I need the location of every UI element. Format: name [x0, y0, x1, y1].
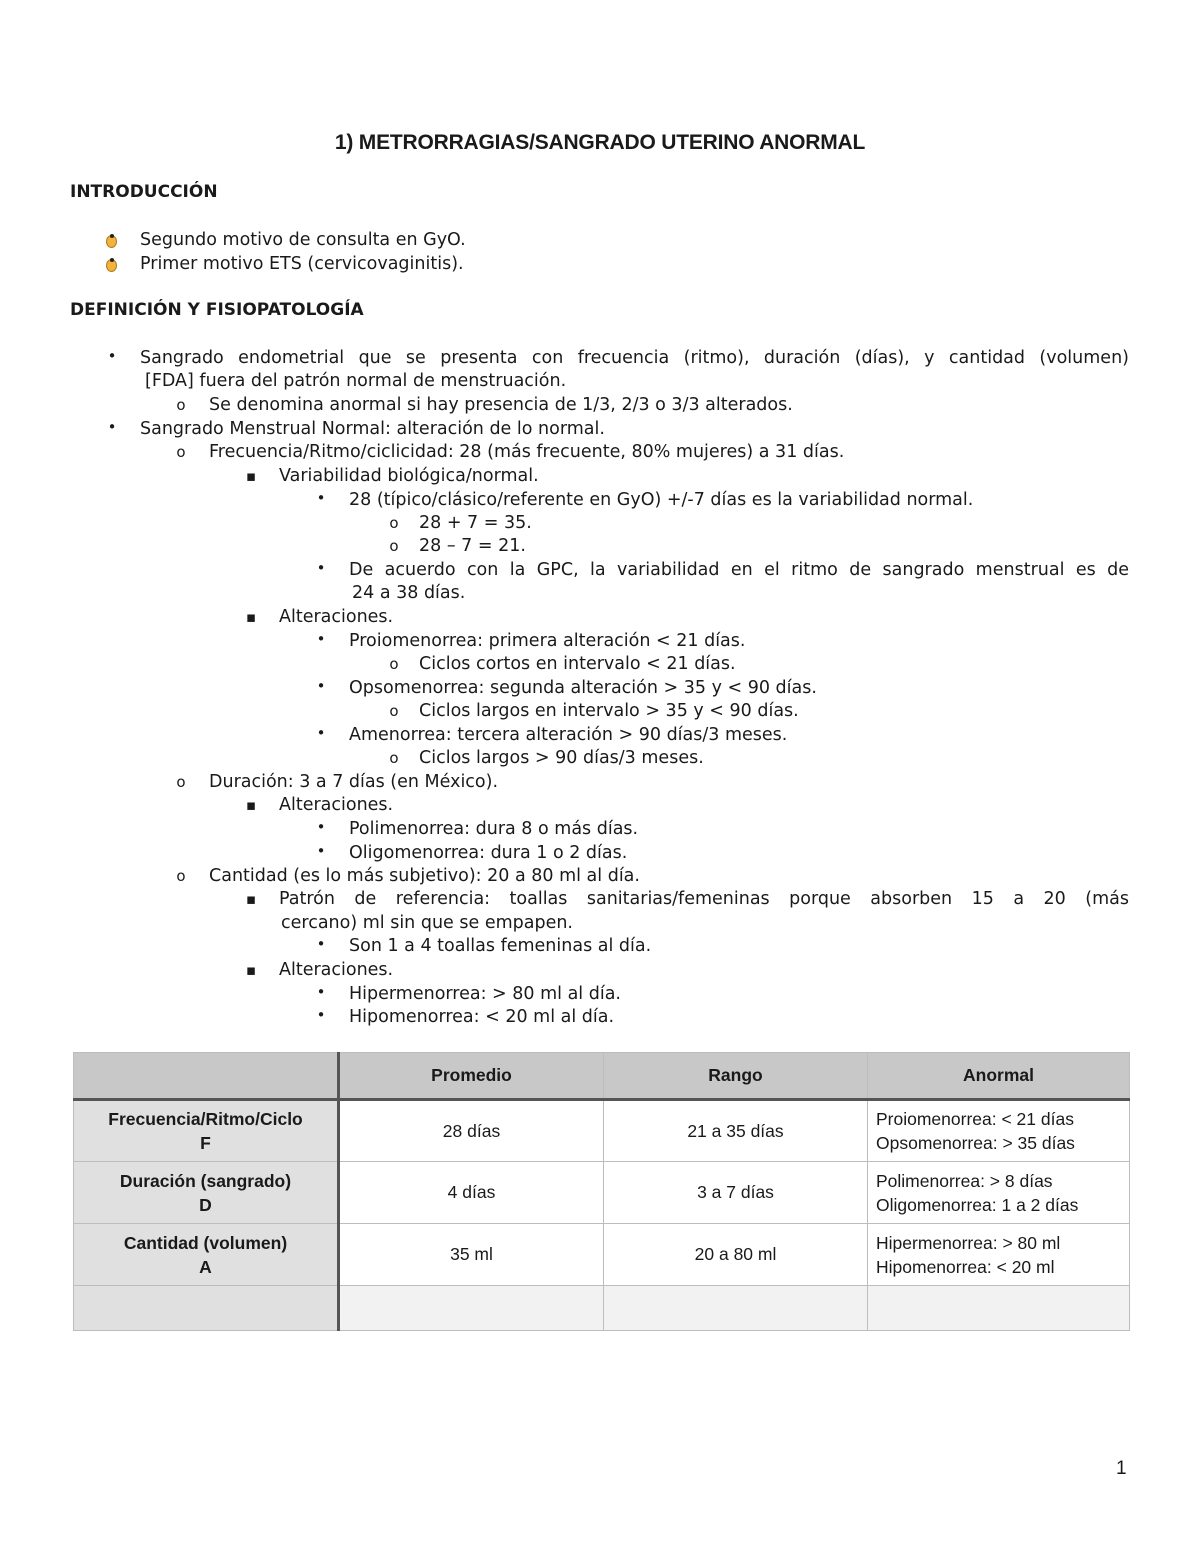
circle-bullet-icon: o — [389, 514, 399, 532]
definition-text: 28 – 7 = 21. — [419, 536, 526, 556]
bullet-icon: • — [316, 489, 326, 507]
definition-text: 28 + 7 = 35. — [419, 513, 532, 533]
table-row — [74, 1224, 1130, 1286]
empty-cell — [74, 1286, 339, 1331]
row-label-cell — [74, 1224, 339, 1286]
row-letter: D — [199, 1194, 212, 1215]
circle-bullet-icon: o — [176, 396, 186, 414]
circle-bullet-icon: o — [389, 702, 399, 720]
comparison-table — [73, 1052, 1130, 1331]
anormal-line: Opsomenorrea: > 35 días — [876, 1133, 1075, 1153]
anormal-line: Hipomenorrea: < 20 ml — [876, 1256, 1055, 1277]
promedio-cell: 35 ml — [339, 1224, 604, 1286]
table-row-empty — [74, 1286, 1130, 1331]
definition-text: Alteraciones. — [279, 960, 394, 980]
definition-text: Variabilidad biológica/normal. — [279, 466, 539, 486]
circle-bullet-icon: o — [389, 537, 399, 555]
anormal-cell — [868, 1162, 1130, 1224]
definition-text: Se denomina anormal si hay presencia de 1/3, 2/3 o 3/3 alterados. — [209, 395, 793, 415]
row-letter: A — [199, 1256, 212, 1277]
bullet-icon: • — [316, 630, 326, 648]
bullet-icon: • — [316, 724, 326, 742]
bullet-icon: • — [316, 983, 326, 1001]
definition-text: Hipomenorrea: < 20 ml al día. — [349, 1007, 615, 1027]
definition-text: [FDA] fuera del patrón normal de menstruación. — [145, 371, 567, 391]
definition-heading: DEFINICIÓN Y FISIOPATOLOGÍA — [70, 300, 364, 320]
definition-text: Duración: 3 a 7 días (en México). — [209, 772, 499, 792]
anormal-line: Polimenorrea: > 8 días — [876, 1170, 1053, 1191]
bullet-icon: • — [316, 559, 326, 577]
definition-text: Sangrado Menstrual Normal: alteración de lo normal. — [140, 419, 605, 439]
anormal-cell — [868, 1100, 1130, 1162]
empty-cell — [868, 1286, 1130, 1331]
definition-text: Hipermenorrea: > 80 ml al día. — [349, 984, 621, 1004]
rango-cell: 21 a 35 días — [604, 1100, 868, 1162]
definition-text: Ciclos largos en intervalo > 35 y < 90 días. — [419, 701, 799, 721]
row-label: Duración (sangrado) — [119, 1170, 292, 1191]
definition-text: Patrón de referencia: toallas sanitarias/femeninas porque absorben 15 a 20 (más — [279, 889, 1129, 909]
rango-cell: 3 a 7 días — [604, 1162, 868, 1224]
table-header-cell: Promedio — [339, 1053, 604, 1100]
document-title: 1) METRORRAGIAS/SANGRADO UTERINO ANORMAL — [334, 131, 866, 154]
table-row — [74, 1100, 1130, 1162]
square-bullet-icon: ▪ — [245, 608, 257, 626]
yellow-bullet-icon — [106, 259, 117, 272]
promedio-cell: 4 días — [339, 1162, 604, 1224]
definition-text: Alteraciones. — [279, 795, 394, 815]
square-bullet-icon: ▪ — [245, 890, 257, 908]
bullet-icon: • — [316, 818, 326, 836]
square-bullet-icon: ▪ — [245, 467, 257, 485]
table-header-cell — [74, 1053, 339, 1100]
row-label: Cantidad (volumen) — [123, 1232, 288, 1253]
table-row — [74, 1162, 1130, 1224]
rango-cell: 20 a 80 ml — [604, 1224, 868, 1286]
bullet-icon: • — [316, 935, 326, 953]
intro-item: Segundo motivo de consulta en GyO. — [140, 230, 466, 250]
row-letter: F — [200, 1133, 211, 1153]
definition-text: Polimenorrea: dura 8 o más días. — [349, 819, 639, 839]
circle-bullet-icon: o — [176, 773, 186, 791]
bullet-icon: • — [107, 418, 117, 436]
definition-text: Ciclos cortos en intervalo < 21 días. — [419, 654, 736, 674]
definition-text: cercano) ml sin que se empapen. — [281, 913, 573, 933]
anormal-line: Hipermenorrea: > 80 ml — [876, 1232, 1061, 1253]
promedio-cell: 28 días — [339, 1100, 604, 1162]
definition-text: De acuerdo con la GPC, la variabilidad en el ritmo de sangrado menstrual es de — [349, 560, 1129, 580]
intro-heading: INTRODUCCIÓN — [70, 182, 218, 202]
definition-text: Amenorrea: tercera alteración > 90 días/3 meses. — [349, 725, 788, 745]
definition-text: 24 a 38 días. — [352, 583, 466, 603]
empty-cell — [604, 1286, 868, 1331]
row-label: Frecuencia/Ritmo/Ciclo — [108, 1109, 303, 1129]
empty-cell — [339, 1286, 604, 1331]
circle-bullet-icon: o — [176, 443, 186, 461]
definition-text: 28 (típico/clásico/referente en GyO) +/-7 días es la variabilidad normal. — [349, 490, 974, 510]
square-bullet-icon: ▪ — [245, 796, 257, 814]
yellow-bullet-icon — [106, 235, 117, 248]
bullet-icon: • — [316, 842, 326, 860]
anormal-line: Proiomenorrea: < 21 días — [876, 1109, 1074, 1129]
definition-text: Opsomenorrea: segunda alteración > 35 y < 90 días. — [349, 678, 817, 698]
definition-text: Alteraciones. — [279, 607, 394, 627]
definition-text: Frecuencia/Ritmo/ciclicidad: 28 (más frecuente, 80% mujeres) a 31 días. — [209, 442, 845, 462]
definition-text: Sangrado endometrial que se presenta con frecuencia (ritmo), duración (días), y cantidad (volumen) — [140, 348, 1129, 368]
table-header-cell: Rango — [604, 1053, 868, 1100]
anormal-line: Oligomenorrea: 1 a 2 días — [876, 1194, 1079, 1215]
intro-item: Primer motivo ETS (cervicovaginitis). — [140, 254, 464, 274]
circle-bullet-icon: o — [389, 749, 399, 767]
row-label-cell — [74, 1100, 339, 1162]
circle-bullet-icon: o — [389, 655, 399, 673]
square-bullet-icon: ▪ — [245, 961, 257, 979]
circle-bullet-icon: o — [176, 867, 186, 885]
definition-text: Son 1 a 4 toallas femeninas al día. — [349, 936, 652, 956]
definition-text: Cantidad (es lo más subjetivo): 20 a 80 ml al día. — [209, 866, 640, 886]
anormal-cell — [868, 1224, 1130, 1286]
bullet-icon: • — [316, 1006, 326, 1024]
definition-text: Proiomenorrea: primera alteración < 21 días. — [349, 631, 746, 651]
definition-text: Ciclos largos > 90 días/3 meses. — [419, 748, 704, 768]
page-number: 1 — [1116, 1458, 1127, 1479]
table-header-row — [74, 1053, 1130, 1100]
bullet-icon: • — [316, 677, 326, 695]
bullet-icon: • — [107, 347, 117, 365]
table-header-cell: Anormal — [868, 1053, 1130, 1100]
row-label-cell — [74, 1162, 339, 1224]
definition-text: Oligomenorrea: dura 1 o 2 días. — [349, 843, 628, 863]
